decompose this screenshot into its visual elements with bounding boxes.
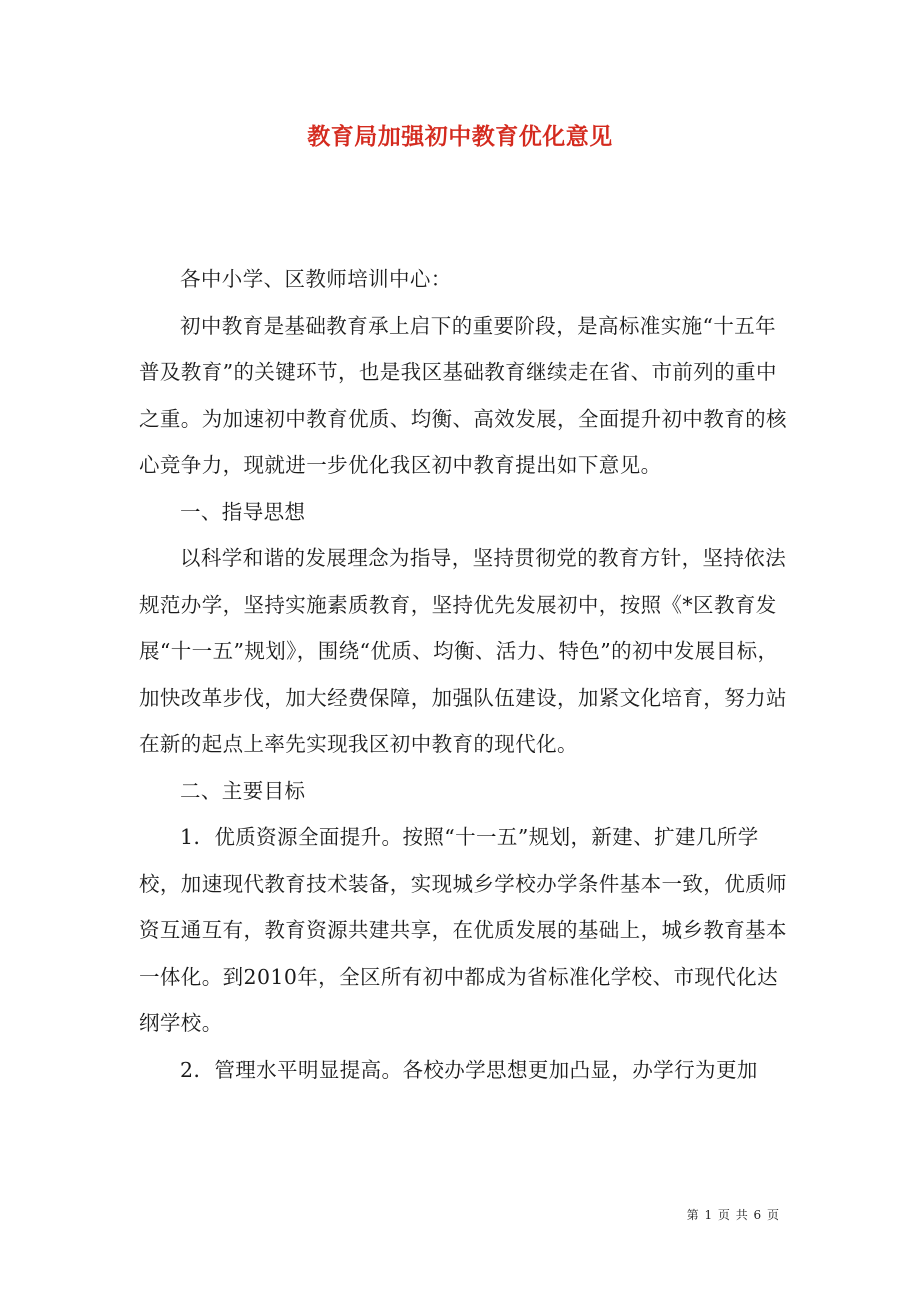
section-heading-guiding-ideas: 一、指导思想 [180, 499, 306, 524]
document-title: 教育局加强初中教育优化意见 [307, 123, 613, 150]
intro-paragraph: 初中教育是基础教育承上启下的重要阶段，是高标准实施“十五年普及教育”的关键环节，也是我区基础教育继续走在省、市前列的重中之重。为加速初中教育优质、均衡、高效发展，全面提升初中教育的核心竞争力，现就进一步优化我区初中教育提出如下意见。 [139, 313, 787, 477]
page-number-footer: 第 1 页 共 6 页 [686, 1208, 780, 1222]
section-heading-main-goals: 二、主要目标 [180, 778, 306, 803]
salutation: 各中小学、区教师培训中心： [180, 267, 452, 291]
document-body [139, 256, 787, 1093]
guiding-ideas-paragraph: 以科学和谐的发展理念为指导，坚持贯彻党的教育方针，坚持依法规范办学，坚持实施素质教育，坚持优先发展初中，按照《*区教育发展“十一五”规划》，围绕“优质、均衡、活力、特色”的初中发展目标，加快改革步伐，加大经费保障，加强队伍建设，加紧文化培育，努力站在新的起点上率先实现我区初中教育的现代化。 [139, 546, 787, 756]
goal-2-paragraph: 2．管理水平明显提高。各校办学思想更加凸显，办学行为更加 [180, 1057, 758, 1082]
goal-1-paragraph: 1．优质资源全面提升。按照“十一五”规划，新建、扩建几所学校，加速现代教育技术装备，实现城乡学校办学条件基本一致，优质师资互通互有，教育资源共建共享，在优质发展的基础上，城乡教育基本一体化。到2010年，全区所有初中都成为省标准化学校、市现代化达纲学校。 [139, 825, 787, 1035]
